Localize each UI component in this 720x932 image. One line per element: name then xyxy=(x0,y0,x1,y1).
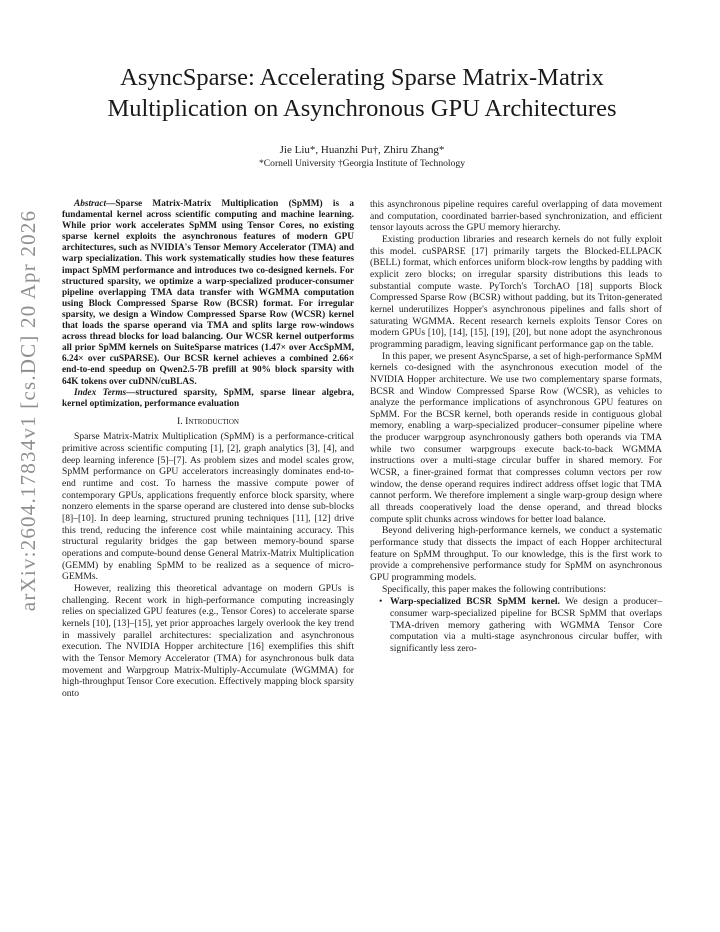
bullet-icon: • xyxy=(379,596,383,608)
paragraph: However, realizing this theoretical advantage on modern GPUs is challenging. Recent work in high-performance computing increasingly relies on specialized GPU features (e.g., Tensor Cores) to accelerate sparse kernels [10], [13]–[15], yet prior approaches largely overlook the key trend in massively parallel architectures: specialization and asynchronous execution. The NVIDIA Hopper architecture [16] exemplifies this shift with the Tensor Memory Accelerator (TMA) for asynchronous bulk data movement and Warpgroup Matrix-Multiply-Accumulate (WGMMA) for high-throughput Tensor Core execution. Effectively mapping block sparsity onto xyxy=(62,582,354,699)
arxiv-stamp-text: arXiv:2604.17834v1 [cs.DC] 20 Apr 2026 xyxy=(16,209,41,611)
paragraph: In this paper, we present AsyncSparse, a set of high-performance SpMM kernels co-designed with the asynchronous execution model of the NVIDIA Hopper architecture. We use two complementary sparse formats, BCSR and Window Compressed Sparse Row (WCSR), as vehicles to analyze the performance implications of asynchronous GPU features on SpMM. For the BCSR kernel, both operands reside in contiguous global memory, enabling a warp-specialized producer–consumer pipeline where the producer warpgroup asynchronously gathers both operands via TMA while two consumer warpgroups execute back-to-back WGMMA instructions over a multi-stage circular buffer in shared memory. For WCSR, a finer-grained format that compresses column vectors per row window, the dense operand requires indirect address offset logic that TMA cannot perform. We therefore implement a single warp-group design where all threads cooperatively load the dense operand, and thread blocks compute split chunks across windows for better load balance. xyxy=(370,350,662,525)
contribution-text: We design a producer–consumer warp-specialized pipeline for BCSR SpMM that overlaps TMA-driven memory gathering with WGMMA Tensor Core computation via a multi-stage asynchronous circular buffer, with significantly less zero- xyxy=(390,596,662,654)
paragraph: Beyond delivering high-performance kernels, we conduct a systematic performance study that dissects the impact of each Hopper architectural feature on SpMM throughput. To our knowledge, this is the first work to provide a comprehensive performance study for SpMM on asynchronous GPU programming models. xyxy=(370,525,662,583)
contribution-heading: Warp-specialized BCSR SpMM kernel. xyxy=(390,596,560,608)
paper-title xyxy=(60,62,664,124)
author-names: Jie Liu*, Huanzhi Pu†, Zhiru Zhang* xyxy=(279,144,445,156)
abstract-lead: Abstract xyxy=(74,199,107,209)
section-heading-introduction: I. Introduction xyxy=(177,415,239,427)
paragraph: Sparse Matrix-Matrix Multiplication (SpMM) is a performance-critical primitive across scientific computing [1], [2], graph analytics [3], [4], and deep learning inference [5]–[7]. As problem sizes and model scales grow, SpMM performance on GPU accelerators increasingly dominates end-to-end runtime and cost. To harness the massive compute power of contemporary GPUs, applications frequently enforce block sparsity, where nonzero elements in the sparse operand are clustered into dense sub-blocks [8]–[10]. In deep learning, structured pruning techniques [11], [12] drive this trend, reducing the inference cost while maintaining accuracy. This structural regularity bridges the gap between memory-bound sparse operations and compute-bound dense General Matrix-Matrix Multiplication (GEMM) by enabling SpMM to be realized as a sequence of micro-GEMMs. xyxy=(62,431,354,583)
arxiv-stamp xyxy=(6,150,52,670)
paragraph: Existing production libraries and research kernels do not fully exploit this model. cuSPARSE [17] primarily targets the Blocked-ELLPACK (BELL) format, which enforces uniform block-row lengths by padding with explicit zero blocks; on irregular sparsity distributions this leads to substantial compute waste. PyTorch's TorchAO [18] supports Block Compressed Sparse Row (BCSR) without padding, but its Triton-generated kernel underutilizes Hopper's asynchronous pipelines and falls short of saturating WGMMA. Recent research kernels exploits Tensor Cores on modern GPUs [10], [14], [15], [19], [20], but none adopt the asynchronous programming paradigm, leaving significant performance gap on the table. xyxy=(370,233,662,350)
left-column xyxy=(62,199,354,700)
affiliations: *Cornell University †Georgia Institute of Technology xyxy=(258,158,465,169)
contribution-list xyxy=(370,596,662,654)
index-terms xyxy=(62,388,354,410)
abstract xyxy=(62,199,354,388)
paragraph: Specifically, this paper makes the following contributions: xyxy=(382,583,606,595)
index-terms-text: —structured sparsity, SpMM, sparse linear algebra, kernel optimization, performance evaluation xyxy=(62,387,354,409)
abstract-text: —Sparse Matrix-Matrix Multiplication (SpMM) is a fundamental kernel across scientific computing and machine learning. While prior work accelerates SpMM using Tensor Cores, no existing sparse kernel exploits the asynchronous features of modern GPU architectures, such as NVIDIA's Tensor Memory Accelerator (TMA) and warp specialization. This work systematically studies how these features impact SpMM performance and introduces two co-designed kernels. For structured sparsity, we optimize a warp-specialized producer-consumer pipeline overlapping TMA data transfer with WGMMA computation using Block Compressed Sparse Row (BCSR) format. For irregular sparsity, we design a Window Compressed Sparse Row (WCSR) kernel that loads the sparse operand via TMA and splits large row-windows across thread blocks for load balancing. Our WCSR kernel outperforms all prior SpMM kernels on SuiteSparse matrices (1.47× over AccSpMM, 6.24× over cuSPARSE). Our BCSR kernel achieves a combined 2.66× end-to-end speedup on Qwen2.5-7B prefill at 90% block sparsity with 64K tokens over cuDNN/cuBLAS. xyxy=(62,199,354,387)
index-terms-lead: Index Terms xyxy=(74,387,127,398)
title-line-1: AsyncSparse: Accelerating Sparse Matrix-Matrix xyxy=(120,64,604,91)
paragraph: this asynchronous pipeline requires careful overlapping of data movement and computation, coordinated barrier-based synchronization, and efficient tensor layouts across the GPU memory hierarchy. xyxy=(370,199,662,234)
right-column xyxy=(370,199,662,655)
title-line-2: Multiplication on Asynchronous GPU Architectures xyxy=(107,95,617,122)
list-item xyxy=(379,596,662,654)
author-block xyxy=(60,144,664,170)
